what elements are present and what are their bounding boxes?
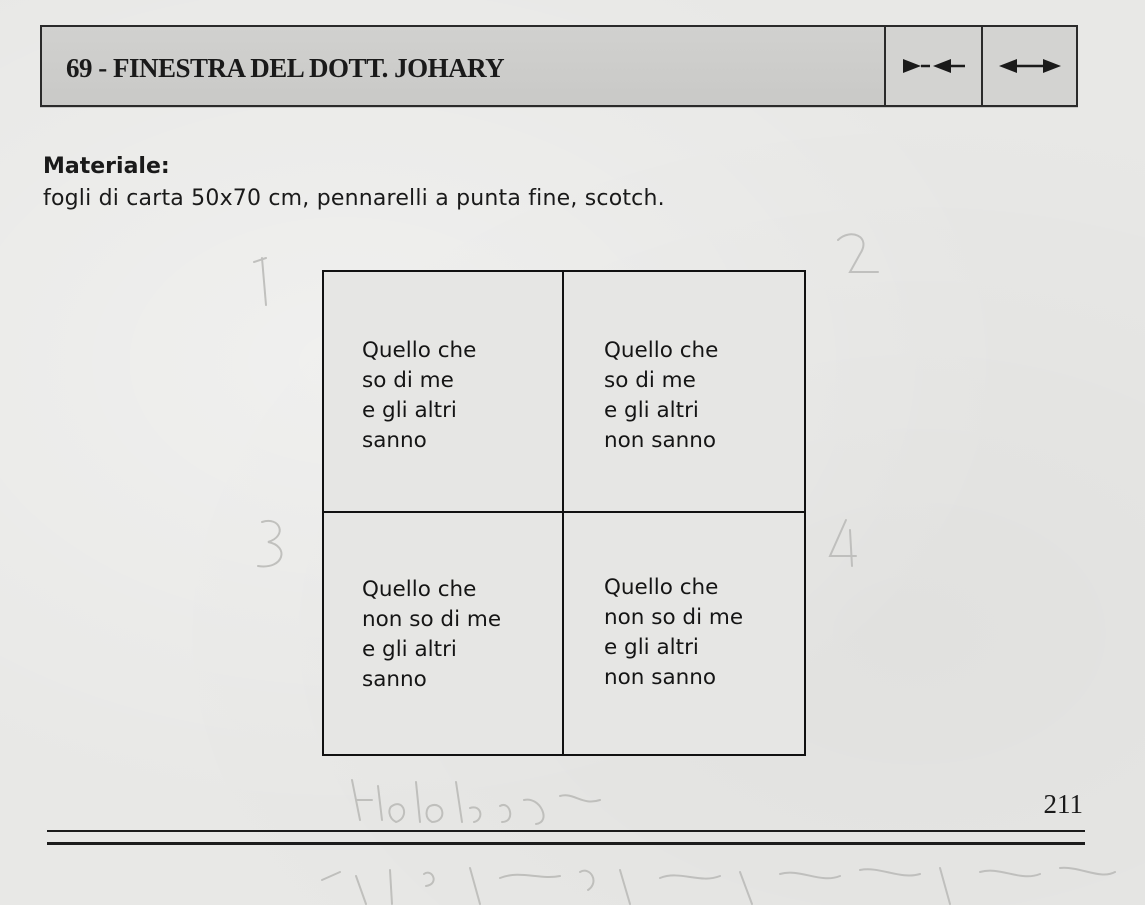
johari-window-grid (322, 270, 806, 756)
chapter-title-cell (42, 27, 886, 105)
quadrant-hidden (564, 272, 804, 513)
chapter-title: 69 - FINESTRA DEL DOTT. JOHARY (66, 52, 505, 83)
materials-heading: Materiale: (43, 154, 170, 179)
footer-rule-thick (47, 842, 1085, 845)
quadrant-hidden-text: Quello che so di me e gli altri non sanno (604, 338, 719, 453)
quadrant-blind-text: Quello che non so di me e gli altri sanno (362, 577, 502, 692)
quadrant-unknown (564, 513, 804, 754)
arrows-converging-icon (901, 56, 967, 76)
chapter-header (40, 25, 1078, 107)
arrows-diverging-icon (997, 56, 1063, 76)
footer-rule-thin (47, 830, 1085, 832)
arrows-diverging-cell (981, 27, 1076, 105)
page-number: 211 (1043, 789, 1083, 819)
quadrant-open (324, 272, 564, 513)
quadrant-unknown-text: Quello che non so di me e gli altri non sanno (604, 575, 744, 690)
arrows-converging-cell (886, 27, 981, 105)
quadrant-open-text: Quello che so di me e gli altri sanno (362, 338, 477, 453)
quadrant-blind (324, 513, 564, 754)
materials-text: fogli di carta 50x70 cm, pennarelli a punta fine, scotch. (43, 186, 665, 211)
